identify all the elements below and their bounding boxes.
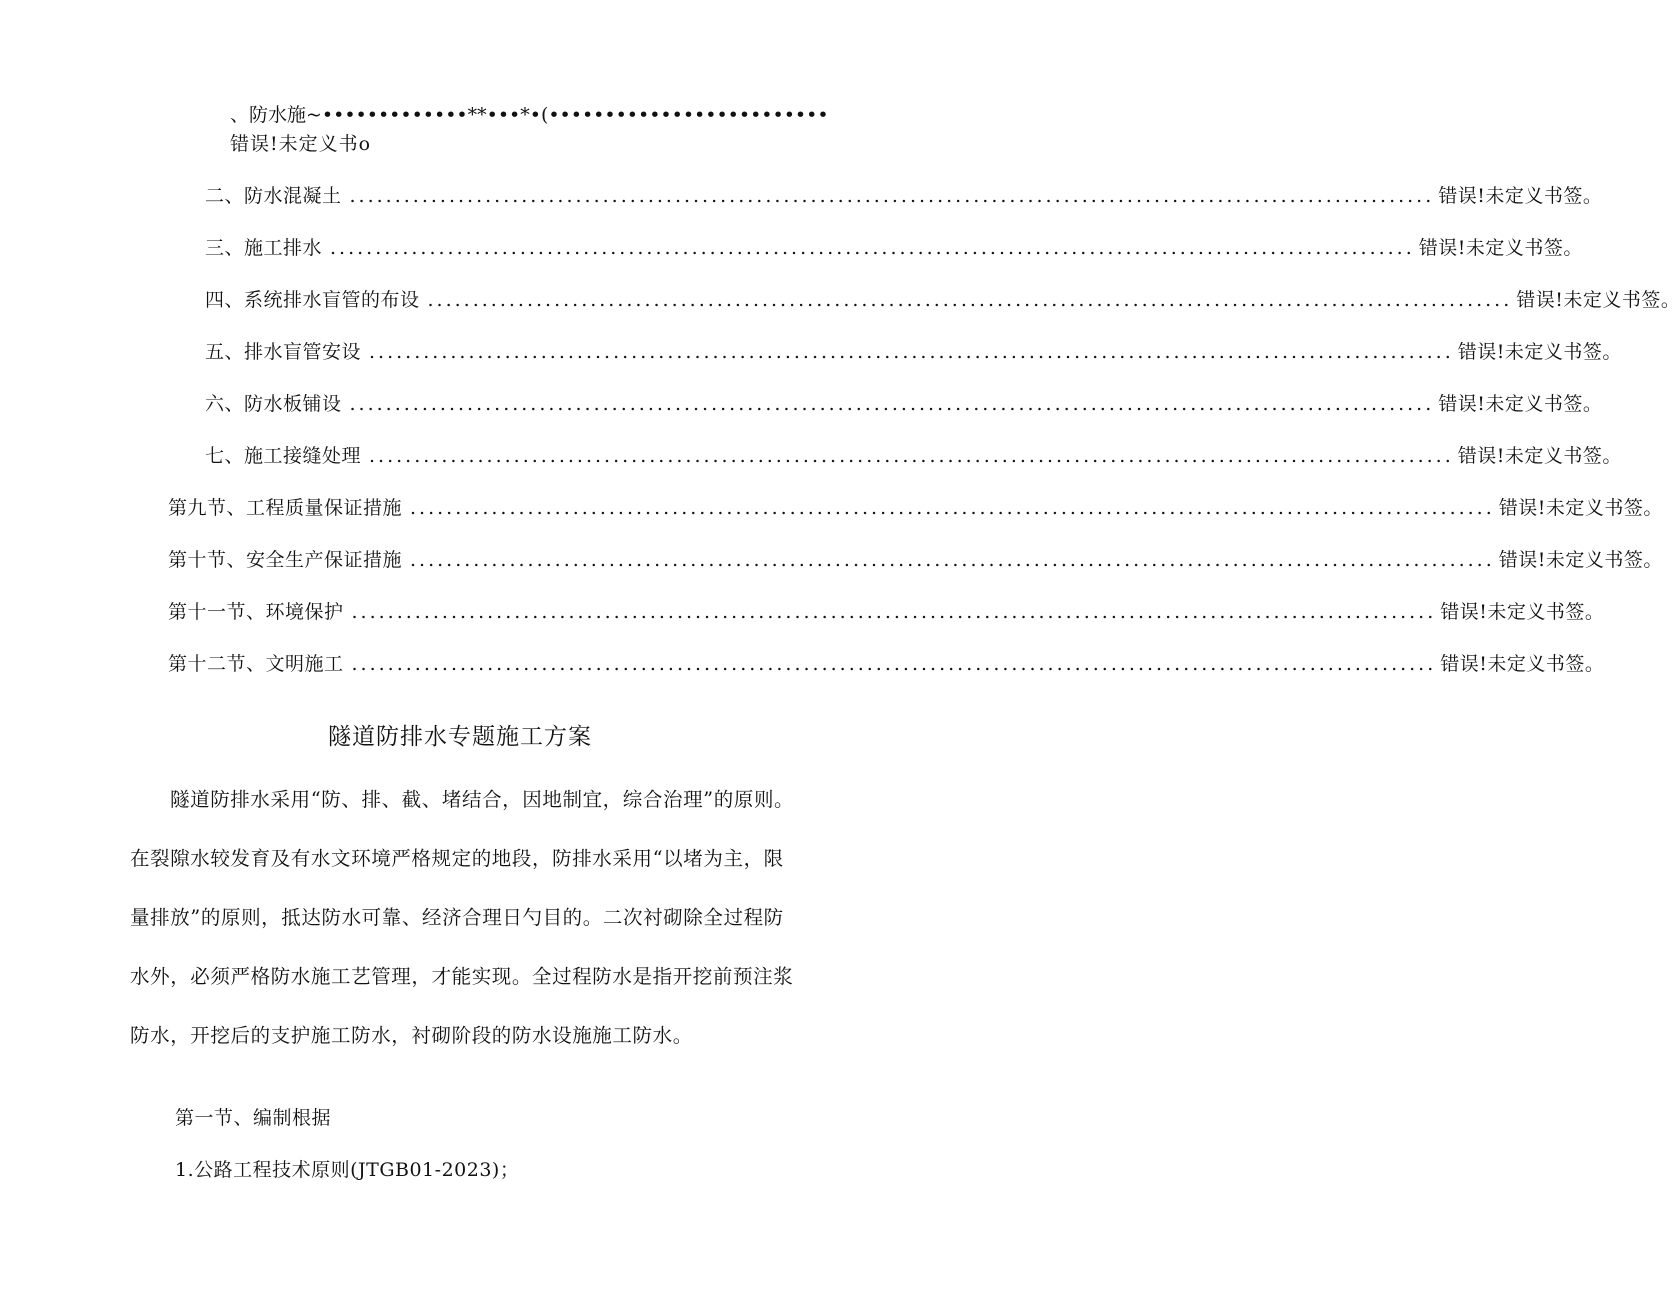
- toc-entry-label: 第十二节、文明施工: [168, 653, 344, 675]
- toc-leader-dots: ........................................................................................................................: [330, 237, 1415, 259]
- toc-entry-label: 第十一节、环境保护: [168, 601, 344, 623]
- toc-leader-dots: ........................................................................................................................: [349, 185, 1435, 207]
- toc-entry[interactable]: [168, 493, 1663, 519]
- toc-entry[interactable]: [168, 597, 1605, 623]
- section-heading: 第一节、编制根据: [175, 1107, 332, 1129]
- body-paragraph: 隧道防排水采用“防、排、截、堵结合，因地制宜，综合治理”的原则。在裂隙水较发育及有水文环境严格规定的地段，防排水采用“以堵为主，限量排放”的原则，抵达防水可靠、经济合理日勺目的。二次衬砌除全过程防水外，必须严格防水施工艺管理，才能实现。全过程防水是指开挖前预注浆防水，开挖后的支护施工防水，衬砌阶段的防水设施施工防水。: [130, 788, 795, 1047]
- toc-entry-error: 错误!未定义书签。: [1498, 549, 1663, 571]
- toc-entry-error: 错误!未定义书签。: [1516, 289, 1680, 311]
- toc-entry-error: 错误!未定义书签。: [1438, 393, 1603, 415]
- toc-entry-label: 二、防水混凝土: [205, 185, 342, 207]
- toc-entry-error: 错误!未定义书签。: [1438, 185, 1603, 207]
- toc-leader-dots: ........................................................................................................................: [369, 341, 1454, 363]
- toc-leader-dots: ........................................................................................................................: [369, 445, 1454, 467]
- toc-entry-error: 错误!未定义书签。: [1418, 237, 1583, 259]
- toc-leader-dots: ........................................................................................................................: [410, 549, 1495, 571]
- toc-entry-error: 错误!未定义书签。: [1457, 445, 1622, 467]
- toc-entry-label: 第十节、安全生产保证措施: [168, 549, 403, 571]
- toc-entry-label: 六、防水板铺设: [205, 393, 342, 415]
- toc-leader-dots: ........................................................................................................................: [427, 289, 1513, 311]
- toc-entry-label: 七、施工接缝处理: [205, 445, 362, 467]
- toc-entry-label: 、防水施~•••••••••••••**•••*•(•••••••••••••••••••••••••: [230, 104, 829, 126]
- toc-entry-error: 错误!未定义书签。: [1498, 497, 1663, 519]
- toc-entry-error: 错误!未定义书签。: [1457, 341, 1622, 363]
- toc-entry-error: 错误!未定义书o: [230, 133, 372, 155]
- toc-entry[interactable]: [205, 337, 1622, 363]
- toc-leader-dots: ........................................................................................................................: [351, 601, 1437, 623]
- toc-leader-dots: ........................................................................................................................: [410, 497, 1495, 519]
- toc-entry[interactable]: [205, 181, 1603, 207]
- toc-entry-label: 第九节、工程质量保证措施: [168, 497, 403, 519]
- toc-entry[interactable]: [168, 545, 1663, 571]
- list-item: 1.公路工程技术原则(JTGB01-2023)；: [175, 1159, 520, 1181]
- toc-leader-dots: ........................................................................................................................: [351, 653, 1437, 675]
- toc-entry[interactable]: [205, 285, 1680, 311]
- toc-entry-error: 错误!未定义书签。: [1440, 601, 1605, 623]
- document-title: 隧道防排水专题施工方案: [328, 724, 592, 750]
- toc-entry-label: 五、排水盲管安设: [205, 341, 362, 363]
- toc-entry-label: 四、系统排水盲管的布设: [205, 289, 420, 311]
- toc-entry[interactable]: [205, 233, 1583, 259]
- toc-entry[interactable]: [205, 441, 1622, 467]
- toc-entry[interactable]: [168, 649, 1605, 675]
- toc-entry-error: 错误!未定义书签。: [1440, 653, 1605, 675]
- toc-leader-dots: ........................................................................................................................: [349, 393, 1435, 415]
- toc-entry[interactable]: [205, 389, 1603, 415]
- toc-entry-label: 三、施工排水: [205, 237, 323, 259]
